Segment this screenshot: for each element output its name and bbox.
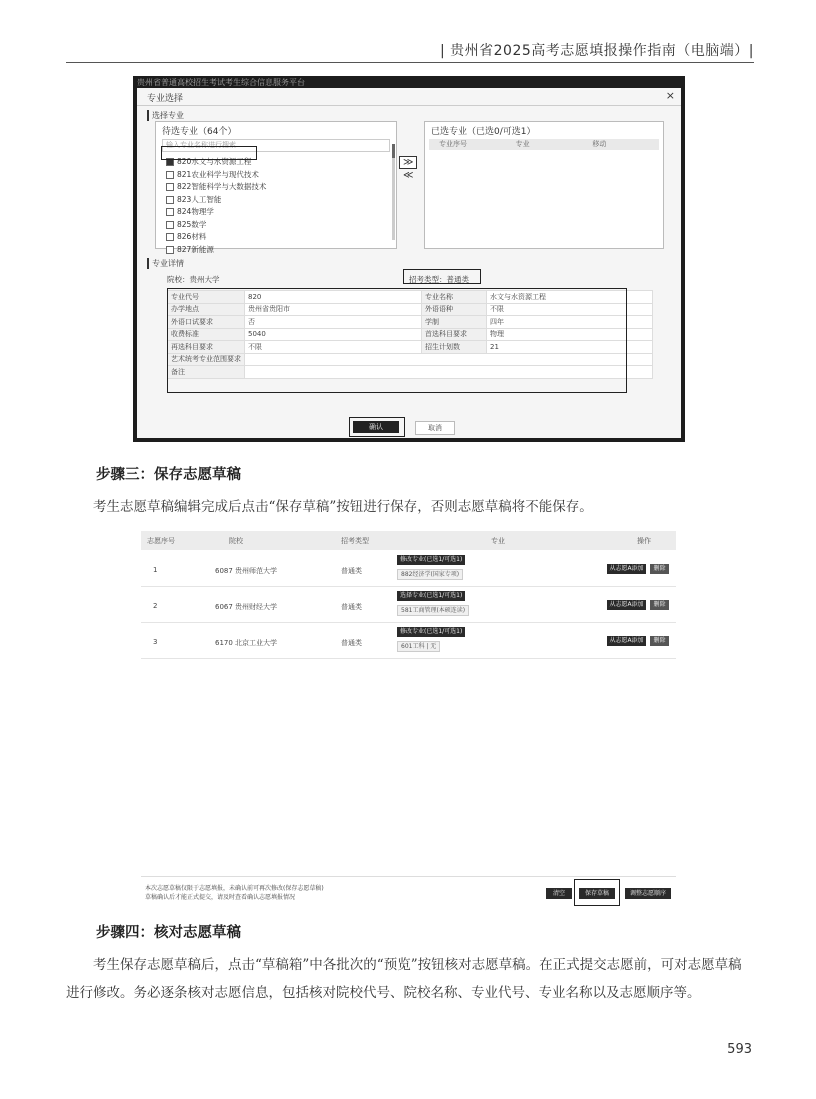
close-icon[interactable]: × (665, 89, 675, 102)
save-draft-button[interactable]: 保存草稿 (579, 888, 615, 899)
major-option-label: 824物理学 (177, 207, 214, 216)
table-row (141, 551, 676, 587)
highlight-detail-table (167, 288, 627, 393)
section-detail-label: 专业详情 (147, 258, 184, 269)
step4-text: 考生保存志愿草稿后，点击“草稿箱”中各批次的“预览”按钮核对志愿草稿。在正式提交志愿前，可对志愿草稿进行修改。务必逐条核对志愿信息，包括核对院校代号、院校名称、专业代号、专业名称以及志愿顺序等。 (66, 957, 742, 1001)
edit-major-button[interactable]: 修改专业(已选1/可选1) (397, 627, 465, 637)
delete-button[interactable]: 删除 (650, 564, 669, 574)
window-title: 贵州省普通高校招生考试考生综合信息服务平台 (137, 78, 305, 87)
running-header: | 贵州省2025高考志愿填报操作指南（电脑端）| (439, 43, 754, 59)
dialog-title: 专业选择 (147, 94, 184, 104)
confirm-button[interactable]: 确认 (353, 421, 399, 433)
checkbox-icon[interactable] (166, 171, 174, 179)
checkbox-icon[interactable] (166, 233, 174, 241)
checkbox-icon[interactable] (166, 183, 174, 191)
row-no: 1 (153, 566, 158, 574)
detail-value: 水文与水资源工程 (487, 291, 653, 304)
major-option[interactable] (156, 219, 396, 232)
detail-key: 再选科目要求 (168, 341, 245, 354)
major-option[interactable] (156, 194, 396, 207)
delete-button[interactable]: 删除 (650, 600, 669, 610)
col-major: 专业 (491, 537, 505, 545)
delete-button[interactable]: 删除 (650, 636, 669, 646)
detail-key: 学制 (422, 316, 487, 329)
detail-key: 专业代号 (168, 291, 245, 304)
detail-key: 外语语种 (422, 303, 487, 316)
move-right-button[interactable]: ≫ (399, 156, 417, 169)
col-school: 院校 (229, 537, 243, 545)
detail-value: 不限 (245, 341, 422, 354)
major-option-list (156, 156, 396, 256)
major-option-label: 821农业科学与现代技术 (177, 169, 259, 179)
cancel-button[interactable]: 取消 (415, 421, 455, 435)
step4-heading: 步骤四：核对志愿草稿 (96, 924, 241, 941)
detail-value: 四年 (487, 316, 653, 329)
highlight-confirm (349, 417, 405, 437)
selected-majors-panel (424, 121, 664, 249)
move-left-button[interactable]: ≪ (403, 170, 414, 181)
major-option-label: 825数学 (177, 219, 207, 229)
row-type: 普通类 (341, 567, 362, 575)
highlight-save-draft (574, 879, 620, 906)
add-from-button[interactable]: 从志愿A添加 (607, 600, 646, 610)
major-selection-screenshot (133, 76, 685, 442)
col-type: 招考类型 (341, 537, 369, 545)
highlight-selected-option (161, 146, 257, 160)
major-option-label: 820水文与水资源工程 (177, 157, 252, 166)
major-tag: 601工科 | 无 (397, 641, 440, 652)
detail-key: 外语口试要求 (168, 316, 245, 329)
selected-majors-title: 已选专业（已选0/可选1） (431, 127, 536, 137)
step3-heading: 步骤三：保存志愿草稿 (96, 466, 241, 483)
detail-key: 办学地点 (168, 303, 245, 316)
detail-key: 艺术统考专业范围要求 (168, 353, 245, 366)
table-row (141, 623, 676, 659)
row-type: 普通类 (341, 639, 362, 647)
highlight-batch (403, 269, 481, 284)
row-school: 6067 贵州财经大学 (215, 603, 278, 611)
pending-majors-panel (155, 121, 397, 254)
edit-major-button[interactable]: 修改专业(已选1/可选1) (397, 555, 465, 565)
batch-line: 招考类型：普通类 (409, 275, 469, 284)
major-option[interactable] (156, 231, 396, 244)
detail-value: 物理 (487, 328, 653, 341)
col-move: 移动 (592, 140, 607, 148)
major-search-input[interactable]: 输入专业名称进行搜索 (162, 139, 390, 152)
major-option[interactable] (156, 169, 396, 182)
volunteer-table-header (141, 531, 676, 550)
detail-key: 首选科目要求 (422, 328, 487, 341)
detail-value: 21 (487, 341, 653, 354)
major-option[interactable] (156, 181, 396, 194)
major-tag: 882经济学(国家专项) (397, 569, 463, 580)
edit-major-button[interactable]: 选择专业(已选1/可选1) (397, 591, 465, 601)
step3-text: 考生志愿草稿编辑完成后点击“保存草稿”按钮进行保存，否则志愿草稿将不能保存。 (93, 499, 593, 515)
col-action: 操作 (637, 537, 651, 545)
checkbox-icon[interactable] (166, 246, 174, 254)
checkbox-icon[interactable] (166, 196, 174, 204)
major-option-label: 823人工智能 (177, 194, 222, 204)
detail-value: 不限 (487, 303, 653, 316)
major-selection-dialog (137, 88, 681, 438)
draft-footer-screenshot (141, 876, 676, 906)
add-from-button[interactable]: 从志愿A添加 (607, 564, 646, 574)
detail-key: 备注 (168, 366, 245, 379)
row-type: 普通类 (341, 603, 362, 611)
adjust-order-button[interactable]: 调整志愿顺序 (625, 888, 671, 899)
col-major: 专业 (515, 140, 530, 148)
dialog-divider (137, 105, 681, 106)
detail-value: 5040 (245, 328, 422, 341)
row-school: 6087 贵州师范大学 (215, 567, 278, 575)
school-line: 院校：贵州大学 (167, 275, 220, 284)
table-row (141, 587, 676, 623)
page-number: 593 (727, 1042, 752, 1057)
major-option-label: 822智能科学与大数据技术 (177, 182, 267, 191)
add-from-button[interactable]: 从志愿A添加 (607, 636, 646, 646)
major-option-label: 826材料 (177, 232, 207, 241)
detail-value: 820 (245, 291, 422, 304)
detail-value: 贵州省贵阳市 (245, 303, 422, 316)
pending-majors-title: 待选专业（64个） (162, 127, 237, 137)
clear-button[interactable]: 清空 (546, 888, 572, 899)
row-school: 6170 北京工业大学 (215, 639, 278, 647)
col-major-seq: 专业序号 (439, 140, 467, 148)
detail-value: 否 (245, 316, 422, 329)
col-no: 志愿序号 (147, 537, 175, 545)
row-no: 2 (153, 602, 158, 610)
detail-key: 专业名称 (422, 291, 487, 304)
major-option[interactable] (156, 244, 396, 257)
major-option-label: 827新能源 (177, 244, 214, 254)
section-select-label: 选择专业 (147, 110, 184, 121)
volunteer-table-screenshot (141, 531, 676, 659)
detail-key: 收费标准 (168, 328, 245, 341)
list-scrollbar[interactable] (392, 144, 395, 240)
detail-key: 招生计划数 (422, 341, 487, 354)
selected-majors-header (429, 139, 659, 150)
notice-line-1: 本次志愿草稿仅限于志愿填报，未确认前可再次修改(保存志愿草稿) (145, 885, 324, 892)
major-option[interactable] (156, 206, 396, 219)
notice-line-2: 草稿确认后才能正式提交，请及时查看确认志愿填报情况 (145, 894, 296, 901)
major-tag: 581工商管理(本硕连读) (397, 605, 469, 616)
header-rule (66, 62, 754, 63)
checkbox-icon[interactable] (166, 208, 174, 216)
checkbox-icon[interactable] (166, 221, 174, 229)
row-no: 3 (153, 638, 158, 646)
